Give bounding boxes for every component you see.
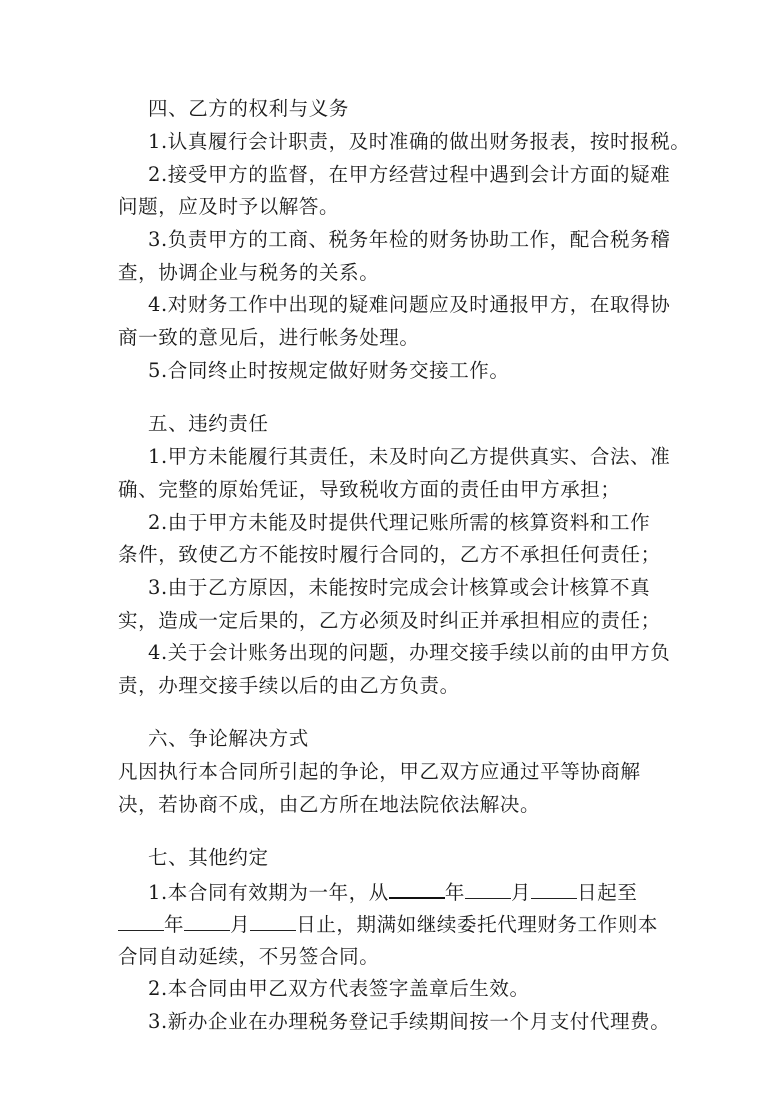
clause-text: 年 <box>444 881 466 904</box>
section-heading: 四、乙方的权利与义务 <box>148 97 350 120</box>
paragraph-line: 2.本合同由甲乙双方代表签字盖章后生效。 <box>148 977 530 1000</box>
paragraph-line: 凡因执行本合同所引起的争论，甲乙双方应通过平等协商解 <box>118 760 641 783</box>
month-blank <box>184 912 230 931</box>
clause-text: 月 <box>511 881 532 904</box>
clause-text: 1.本合同有效期为一年，从 <box>148 881 389 904</box>
paragraph-line: 2.接受甲方的监督，在甲方经营过程中遇到会计方面的疑难 <box>148 163 671 186</box>
paragraph-line: 商一致的意见后，进行帐务处理。 <box>118 326 420 349</box>
paragraph-line: 确、完整的原始凭证，导致税收方面的责任由甲方承担； <box>118 478 621 501</box>
paragraph-line: 实，造成一定后果的，乙方必须及时纠正并承担相应的责任； <box>118 609 661 632</box>
year-blank <box>389 879 445 899</box>
clause-text: 月 <box>230 913 251 936</box>
section-heading: 六、争论解决方式 <box>148 727 309 750</box>
paragraph-line: 3.由于乙方原因，未能按时完成会计核算或会计核算不真 <box>148 576 651 599</box>
month-blank <box>465 880 511 899</box>
section-heading: 七、其他约定 <box>148 846 269 869</box>
day-blank <box>531 880 577 899</box>
paragraph-line: 2.由于甲方未能及时提供代理记账所需的核算资料和工作 <box>148 511 651 534</box>
paragraph-line: 1.认真履行会计职责，及时准确的做出财务报表，按时报税。 <box>148 130 691 153</box>
paragraph-line: 5.合同终止时按规定做好财务交接工作。 <box>148 359 510 382</box>
paragraph-line: 决，若协商不成，由乙方所在地法院依法解决。 <box>118 793 541 816</box>
paragraph-line: 责，办理交接手续以后的由乙方负责。 <box>118 674 460 697</box>
clause-text: 日起至 <box>577 881 638 904</box>
paragraph-line: 条件，致使乙方不能按时履行合同的，乙方不承担任何责任； <box>118 543 661 566</box>
clause-text: 年 <box>164 913 185 936</box>
clause-text: 日止，期满如继续委托代理财务工作则本 <box>296 913 659 936</box>
paragraph-line: 问题，应及时予以解答。 <box>118 195 340 218</box>
paragraph-line: 查，协调企业与税务的关系。 <box>118 261 380 284</box>
paragraph-line: 合同自动延续，不另签合同。 <box>118 945 380 968</box>
section-heading: 五、违约责任 <box>148 412 269 435</box>
paragraph-line: 4.关于会计账务出现的问题，办理交接手续以前的由甲方负 <box>148 641 671 664</box>
year-blank <box>118 912 164 931</box>
paragraph-line <box>118 912 658 937</box>
paragraph-line: 1.甲方未能履行其责任，未及时向乙方提供真实、合法、准 <box>148 445 671 468</box>
day-blank <box>250 912 296 931</box>
paragraph-line: 3.负责甲方的工商、税务年检的财务协助工作，配合税务稽 <box>148 228 671 251</box>
paragraph-line: 4.对财务工作中出现的疑难问题应及时通报甲方，在取得协 <box>148 293 671 316</box>
paragraph-line: 3.新办企业在办理税务登记手续期间按一个月支付代理费。 <box>148 1010 671 1033</box>
paragraph-line <box>148 879 637 905</box>
